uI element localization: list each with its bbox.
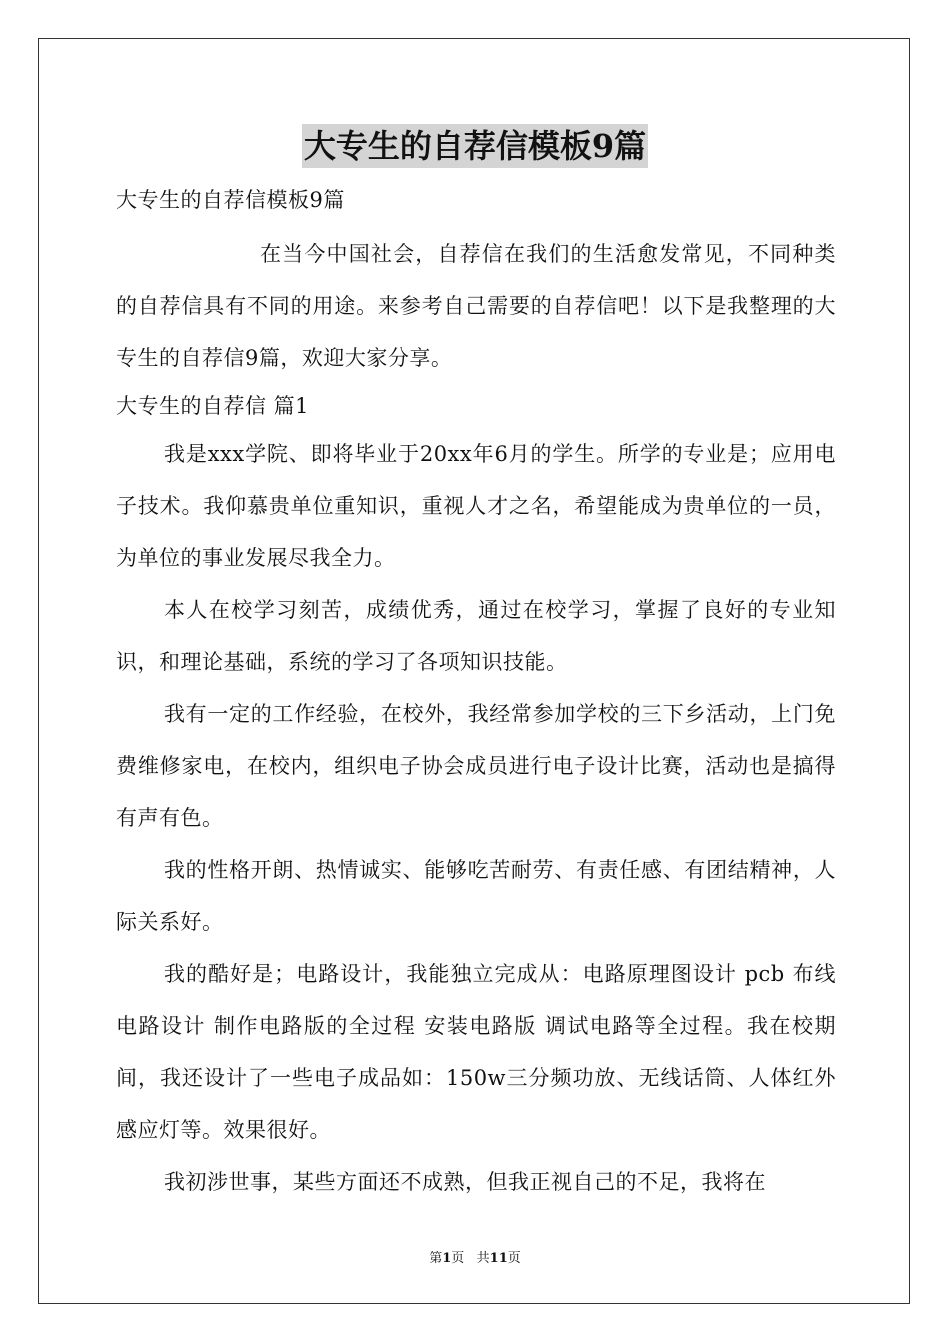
footer-middle: 页 共 <box>451 1251 490 1266</box>
footer-suffix: 页 <box>507 1251 521 1266</box>
page-footer <box>0 1247 950 1266</box>
section-heading: 大专生的自荐信 篇1 <box>116 394 310 418</box>
title-container <box>0 124 950 168</box>
body-paragraph-3: 我有一定的工作经验，在校外，我经常参加学校的三下乡活动，上门免费维修家电，在校内，组织电子协会成员进行电子设计比赛，活动也是搞得有声有色。 <box>116 702 836 830</box>
body-paragraph-2: 本人在校学习刻苦，成绩优秀，通过在校学习，掌握了良好的专业知识，和理论基础，系统的学习了各项知识技能。 <box>116 598 836 674</box>
footer-page-number: 1 <box>442 1251 452 1266</box>
body-paragraph-4: 我的性格开朗、热情诚实、能够吃苦耐劳、有责任感、有团结精神，人际关系好。 <box>116 858 836 934</box>
footer-prefix: 第 <box>429 1251 443 1266</box>
document-subtitle: 大专生的自荐信模板9篇 <box>116 188 345 212</box>
body-paragraph-1: 我是xxx学院、即将毕业于20xx年6月的学生。所学的专业是；应用电子技术。我仰慕贵单位重知识，重视人才之名，希望能成为贵单位的一员，为单位的事业发展尽我全力。 <box>116 442 836 570</box>
body-paragraph-6: 我初涉世事，某些方面还不成熟，但我正视自己的不足，我将在 <box>164 1170 766 1194</box>
document-title: 大专生的自荐信模板9篇 <box>302 124 648 168</box>
document-body <box>116 178 836 1208</box>
footer-total-pages: 11 <box>489 1251 508 1266</box>
body-paragraph-5: 我的酷好是；电路设计，我能独立完成从：电路原理图设计 pcb 布线电路设计 制作电路版的全过程 安装电路版 调试电路等全过程。我在校期间，我还设计了一些电子成品如：150w三分频功放、无线话筒、人体红外感应灯等。效果很好。 <box>116 962 836 1142</box>
intro-paragraph: 在当今中国社会，自荐信在我们的生活愈发常见，不同种类的自荐信具有不同的用途。来参考自己需要的自荐信吧！以下是我整理的大专生的自荐信9篇，欢迎大家分享。 <box>116 242 836 370</box>
